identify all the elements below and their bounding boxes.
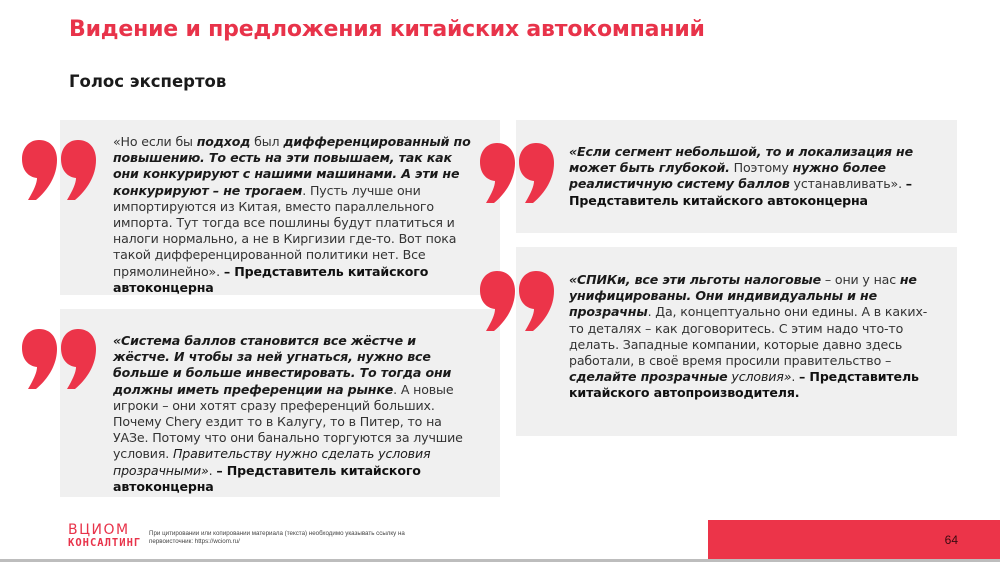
quote-segment: был xyxy=(250,134,284,149)
quote-segment-emphasis: «Система баллов становится все жёстче и жёстче. И чтобы за ней угнаться, нужно все больше и больше инвестировать. То тогда они должны иметь преференции на рынке xyxy=(113,333,452,397)
page-number: 64 xyxy=(944,533,958,547)
section-subtitle: Голос экспертов xyxy=(69,72,227,91)
quote-segment: . Пусть лучше они импортируются из Китая, вместо параллельного импорта. Тут тогда все пошлины будут платиться и налоги нормально, а не в Киргизии где-то. Вот пока такой дифференцированной политики нет. Все прямолинейно». xyxy=(113,182,457,279)
quote-text xyxy=(113,134,475,296)
quote-segment: – они у нас xyxy=(821,272,900,287)
quote-segment-italic: Правительству нужно сделать условия прозрачными» xyxy=(113,446,431,478)
quote-segment: . Да, концептуально они едины. А в каких-то деталях – как договоритесь. С этим надо что-то делать. Западные компании, которые давно здесь работали, в своё время просили правительство – xyxy=(569,304,928,369)
quote-author: – Представитель китайского автоконцерна xyxy=(569,176,912,208)
quote-author: – Представитель китайского автоконцерна xyxy=(113,263,429,295)
quote-segment-emphasis: сделайте прозрачные xyxy=(569,369,728,385)
quote-mark-icon xyxy=(480,271,554,331)
logo-line-1: ВЦИОМ xyxy=(68,522,130,538)
quote-mark-icon xyxy=(22,140,96,200)
quote-author: – Представитель китайского автопроизводителя. xyxy=(569,369,919,401)
quote-segment: устанавливать». xyxy=(789,176,906,192)
company-logo xyxy=(68,523,141,550)
quote-text xyxy=(569,144,931,209)
quote-segment: . xyxy=(791,369,800,385)
logo-line-2: КОНСАЛТИНГ xyxy=(68,537,142,549)
quote-text xyxy=(569,272,931,402)
quote-segment-emphasis: подход xyxy=(196,134,251,149)
quote-segment: . А новые игроки – они хотят сразу преференций больших. Почему Chery ездит то в Калугу, то в Питер, то на УАЗе. Потому что они банально торгуются за лучшие условия. xyxy=(113,381,463,462)
quote-author: – Представитель китайского автоконцерна xyxy=(113,462,421,494)
quote-segment-emphasis: дифференцированный по повышению. То есть на эти повышаем, так как они конкурируют с нашими машинами. А эти не конкурируют – не трогаем xyxy=(113,134,471,198)
quote-segment: Поэтому xyxy=(729,160,793,176)
quote-segment-emphasis: «Если сегмент небольшой, то и локализация не может быть глубокой. xyxy=(569,144,913,176)
quote-segment-emphasis: нужно более реалистичную систему баллов xyxy=(569,160,886,192)
page-number-bar xyxy=(708,520,1000,560)
quote-segment: . xyxy=(208,462,217,478)
quote-segment-emphasis: «СПИКи, все эти льготы налоговые xyxy=(569,272,822,287)
quote-segment-emphasis: не унифицированы. Они индивидуальны и не прозрачны xyxy=(569,272,917,320)
page-title: Видение и предложения китайских автокомпаний xyxy=(69,17,705,42)
quote-mark-icon xyxy=(22,329,96,389)
quote-segment-italic: условия» xyxy=(727,369,792,385)
quote-text xyxy=(113,333,475,495)
quote-segment: «Но если бы xyxy=(113,134,197,149)
quote-mark-icon xyxy=(480,143,554,203)
citation-disclaimer: При цитировании или копировании материала (текста) необходимо указывать ссылку на первоисточник: https://wciom.ru/ xyxy=(149,530,405,545)
